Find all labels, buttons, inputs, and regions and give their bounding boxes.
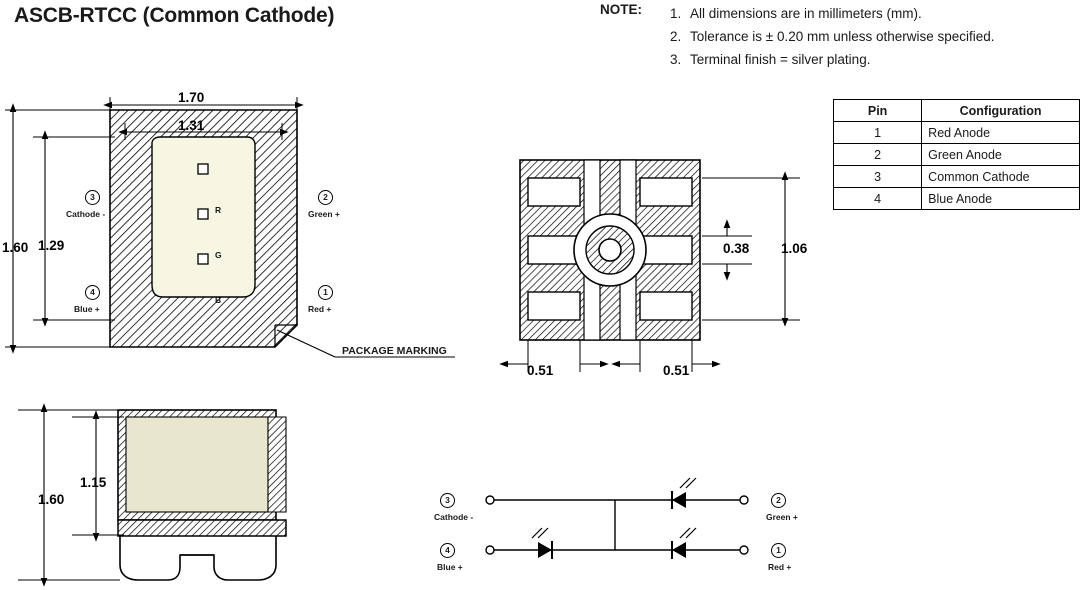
dim-top-inner-height: 1.29 xyxy=(38,238,65,253)
schematic-pin-number-2: 2 xyxy=(771,493,786,508)
package-marking-label: PACKAGE MARKING xyxy=(342,345,447,357)
bottom-view-drawing xyxy=(480,140,830,390)
cell-pin: 4 xyxy=(834,188,922,210)
note-text: All dimensions are in millimeters (mm). xyxy=(690,6,922,21)
note-number: 1. xyxy=(670,6,682,21)
schematic-pin-label-cathode: Cathode - xyxy=(434,512,474,522)
column-header-pin: Pin xyxy=(834,100,922,122)
pin-label-green: Green + xyxy=(308,209,340,219)
column-header-configuration: Configuration xyxy=(922,100,1080,122)
dim-bottom-left: 0.51 xyxy=(527,363,554,378)
note-item xyxy=(670,48,1080,71)
dim-top-outer-width: 1.70 xyxy=(178,90,205,105)
table-row xyxy=(834,144,1080,166)
schematic-pin-number-1: 1 xyxy=(771,543,786,558)
dim-top-outer-height: 1.60 xyxy=(2,240,29,255)
table-row xyxy=(834,166,1080,188)
top-view-drawing xyxy=(0,85,520,385)
notes-label: NOTE: xyxy=(600,2,642,17)
schematic-pin-number-4: 4 xyxy=(440,543,455,558)
die-label-blue: B xyxy=(215,295,222,305)
pin-label-blue: Blue + xyxy=(74,304,100,314)
pin-label-red: Red + xyxy=(308,304,332,314)
dim-side-body-height: 1.15 xyxy=(80,475,107,490)
schematic-pin-label-green: Green + xyxy=(766,512,798,522)
note-text: Tolerance is ± 0.20 mm unless otherwise specified. xyxy=(690,29,995,44)
note-item xyxy=(670,25,1080,48)
table-row xyxy=(834,188,1080,210)
die-label-red: R xyxy=(215,205,222,215)
note-number: 2. xyxy=(670,29,682,44)
note-text: Terminal finish = silver plating. xyxy=(690,52,871,67)
cell-configuration: Blue Anode xyxy=(922,188,1080,210)
note-item xyxy=(670,2,1080,25)
pin-label-cathode: Cathode - xyxy=(66,209,106,219)
note-number: 3. xyxy=(670,52,682,67)
table-header-row xyxy=(834,100,1080,122)
dim-top-inner-width: 1.31 xyxy=(178,118,205,133)
cell-pin: 2 xyxy=(834,144,922,166)
notes-block xyxy=(600,2,1080,71)
pin-number-2: 2 xyxy=(318,190,333,205)
schematic-pin-number-3: 3 xyxy=(440,493,455,508)
dim-side-total-height: 1.60 xyxy=(38,492,65,507)
schematic-pin-label-red: Red + xyxy=(768,562,792,572)
cell-configuration: Common Cathode xyxy=(922,166,1080,188)
dim-pad-small: 0.38 xyxy=(723,241,750,256)
pin-number-1: 1 xyxy=(318,285,333,300)
pin-number-3: 3 xyxy=(85,190,100,205)
cell-configuration: Red Anode xyxy=(922,122,1080,144)
page-title: ASCB-RTCC (Common Cathode) xyxy=(14,4,335,27)
cell-configuration: Green Anode xyxy=(922,144,1080,166)
cell-pin: 3 xyxy=(834,166,922,188)
die-label-green: G xyxy=(215,250,222,260)
schematic-pin-label-blue: Blue + xyxy=(437,562,463,572)
cell-pin: 1 xyxy=(834,122,922,144)
table-row xyxy=(834,122,1080,144)
dim-bottom-right: 0.51 xyxy=(663,363,690,378)
pin-configuration-table xyxy=(833,99,1080,210)
pin-number-4: 4 xyxy=(85,285,100,300)
dim-pad-large: 1.06 xyxy=(781,241,808,256)
